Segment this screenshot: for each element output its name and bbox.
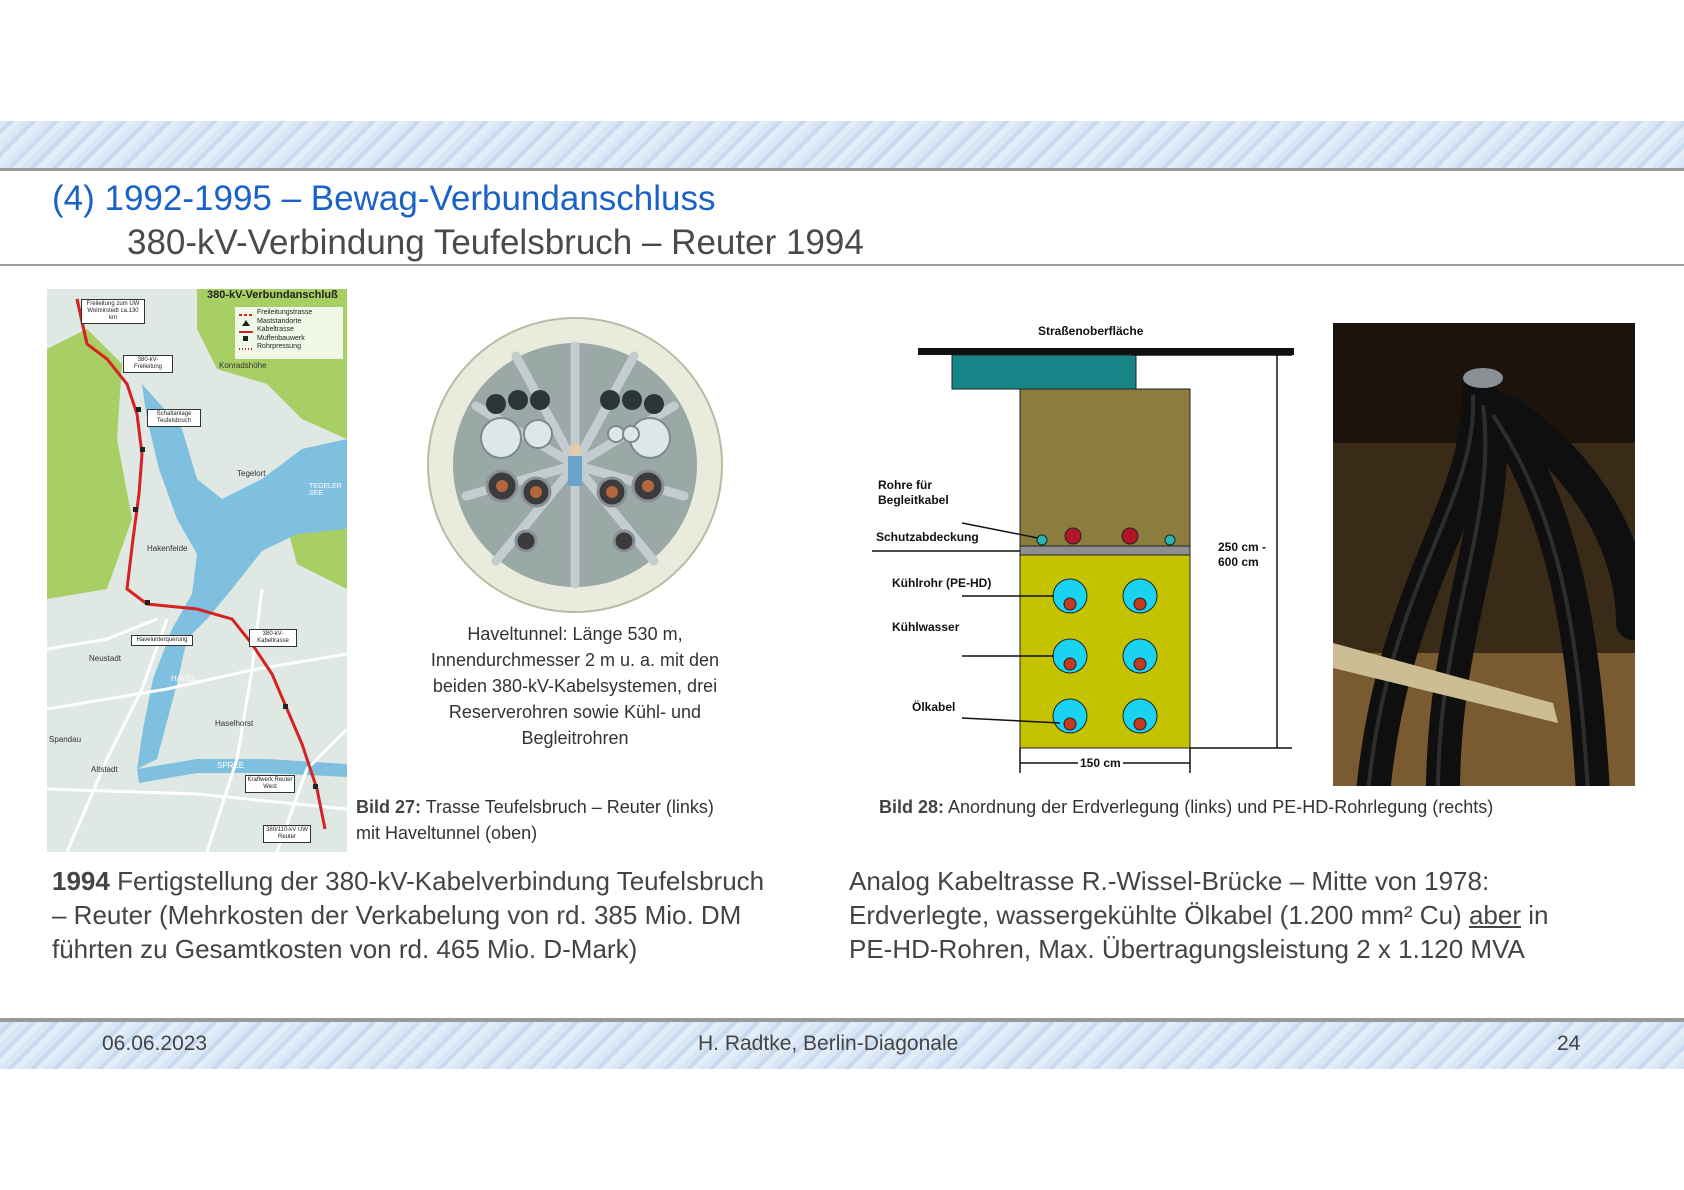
map-box: Kraftwerk Reuter West: [245, 775, 295, 793]
legend-item: Muffenbauwerk: [257, 334, 305, 342]
map-box: Freileitung zum UW Wolmirstedt ca.130 km: [81, 299, 145, 324]
map-place: Altstadt: [91, 765, 118, 774]
trench-diagram: [872, 318, 1300, 788]
text-line: – Reuter (Mehrkosten der Verkabelung von rd. 385 Mio. DM: [52, 900, 742, 930]
footer-date: 06.06.2023: [102, 1032, 208, 1055]
label-kuehlrohr: Kühlrohr (PE-HD): [892, 576, 992, 590]
label-schutz: Schutzabdeckung: [876, 530, 979, 544]
text-line: Analog Kabeltrasse R.-Wissel-Brücke – Mitte von 1978:: [849, 866, 1490, 896]
map-place: HAVEL: [171, 674, 197, 683]
map-place: Tegelort: [237, 469, 266, 478]
title-rule: [0, 264, 1684, 266]
text-line: Fertigstellung der 380-kV-Kabelverbindung Teufelsbruch: [117, 866, 765, 896]
tunnel-caption: [388, 621, 762, 751]
bild28-caption: [879, 794, 1493, 820]
label-surface: Straßenoberfläche: [1038, 324, 1144, 338]
label-line: Begleitkabel: [878, 493, 949, 507]
text-line: Erdverlegte, wassergekühlte Ölkabel (1.200 mm² Cu): [849, 900, 1462, 930]
map-place: SPREE: [217, 761, 245, 770]
map-box: 380-kV-Freileitung: [123, 355, 173, 373]
page-number: 24: [1557, 1032, 1581, 1055]
map-legend: [257, 309, 312, 352]
caption-line: Reserverohren sowie Kühl- und: [448, 702, 702, 722]
text-line: führten zu Gesamtkosten von rd. 465 Mio. D-Mark): [52, 934, 638, 964]
text-line: PE-HD-Rohren, Max. Übertragungsleistung 2 x 1.120 MVA: [849, 934, 1525, 964]
text-line: in: [1528, 900, 1549, 930]
map-place: Haselhorst: [215, 719, 254, 728]
map-place: Neustadt: [89, 654, 122, 663]
label-line: 600 cm: [1218, 555, 1259, 569]
label-oelkabel: Ölkabel: [912, 700, 956, 714]
label-width: 150 cm: [1080, 756, 1121, 770]
pipe-laying-photo: [1333, 323, 1635, 786]
legend-item: Maststandorte: [257, 317, 302, 325]
underlined-word: aber: [1468, 900, 1521, 930]
map-box: Havelunterquerung: [131, 635, 193, 646]
map-box: 380/110-kV UW Reuter: [263, 825, 311, 843]
label-depth: [1218, 540, 1266, 570]
header-band: [0, 121, 1684, 168]
slide-subtitle: 380-kV-Verbindung Teufelsbruch – Reuter 1994: [127, 223, 864, 262]
caption-line: Innendurchmesser 2 m u. a. mit den: [430, 650, 720, 670]
legend-item: Freileitungstrasse: [257, 309, 313, 316]
bild27-text: mit Haveltunnel (oben): [356, 823, 538, 843]
haveltunnel-cross-section: [426, 316, 724, 614]
bild27-caption: [356, 794, 714, 846]
label-line: Rohre für: [878, 478, 932, 492]
map-box: Schaltanlage Teufelsbruch: [147, 409, 201, 427]
label-line: 250 cm -: [1218, 540, 1267, 554]
header-rule: [0, 168, 1684, 171]
label-kuehlwasser: Kühlwasser: [892, 620, 960, 634]
caption-line: Begleitrohren: [521, 728, 629, 748]
route-map: [47, 289, 347, 852]
map-place: TEGELER SEE: [309, 483, 342, 497]
map-box: 380-kV-Kabeltrasse: [249, 629, 297, 647]
bild27-text: Trasse Teufelsbruch – Reuter (links): [425, 797, 714, 817]
bild27-label: Bild 27:: [356, 797, 422, 817]
legend-item: Rohrpressung: [257, 343, 301, 350]
caption-line: Haveltunnel: Länge 530 m,: [467, 624, 683, 644]
legend-item: Kabeltrasse: [257, 326, 294, 333]
bild28-label: Bild 28:: [879, 797, 945, 817]
slide-title: (4) 1992-1995 – Bewag-Verbundanschluss: [52, 179, 716, 218]
bild28-text: Anordnung der Erdverlegung (links) und PE-HD-Rohrlegung (rechts): [948, 797, 1494, 817]
map-title: 380-kV-Verbundanschluß: [207, 289, 338, 301]
map-place: Hakenfelde: [147, 544, 188, 553]
footer-author: H. Radtke, Berlin-Diagonale: [698, 1032, 959, 1055]
map-place: Spandau: [49, 735, 82, 744]
right-paragraph: [849, 864, 1548, 966]
left-paragraph: [52, 864, 764, 966]
year-bold: 1994: [52, 866, 110, 896]
caption-line: beiden 380-kV-Kabelsystemen, drei: [432, 676, 718, 696]
map-place: Konradshöhe: [219, 361, 267, 370]
label-rohre: [878, 478, 949, 508]
